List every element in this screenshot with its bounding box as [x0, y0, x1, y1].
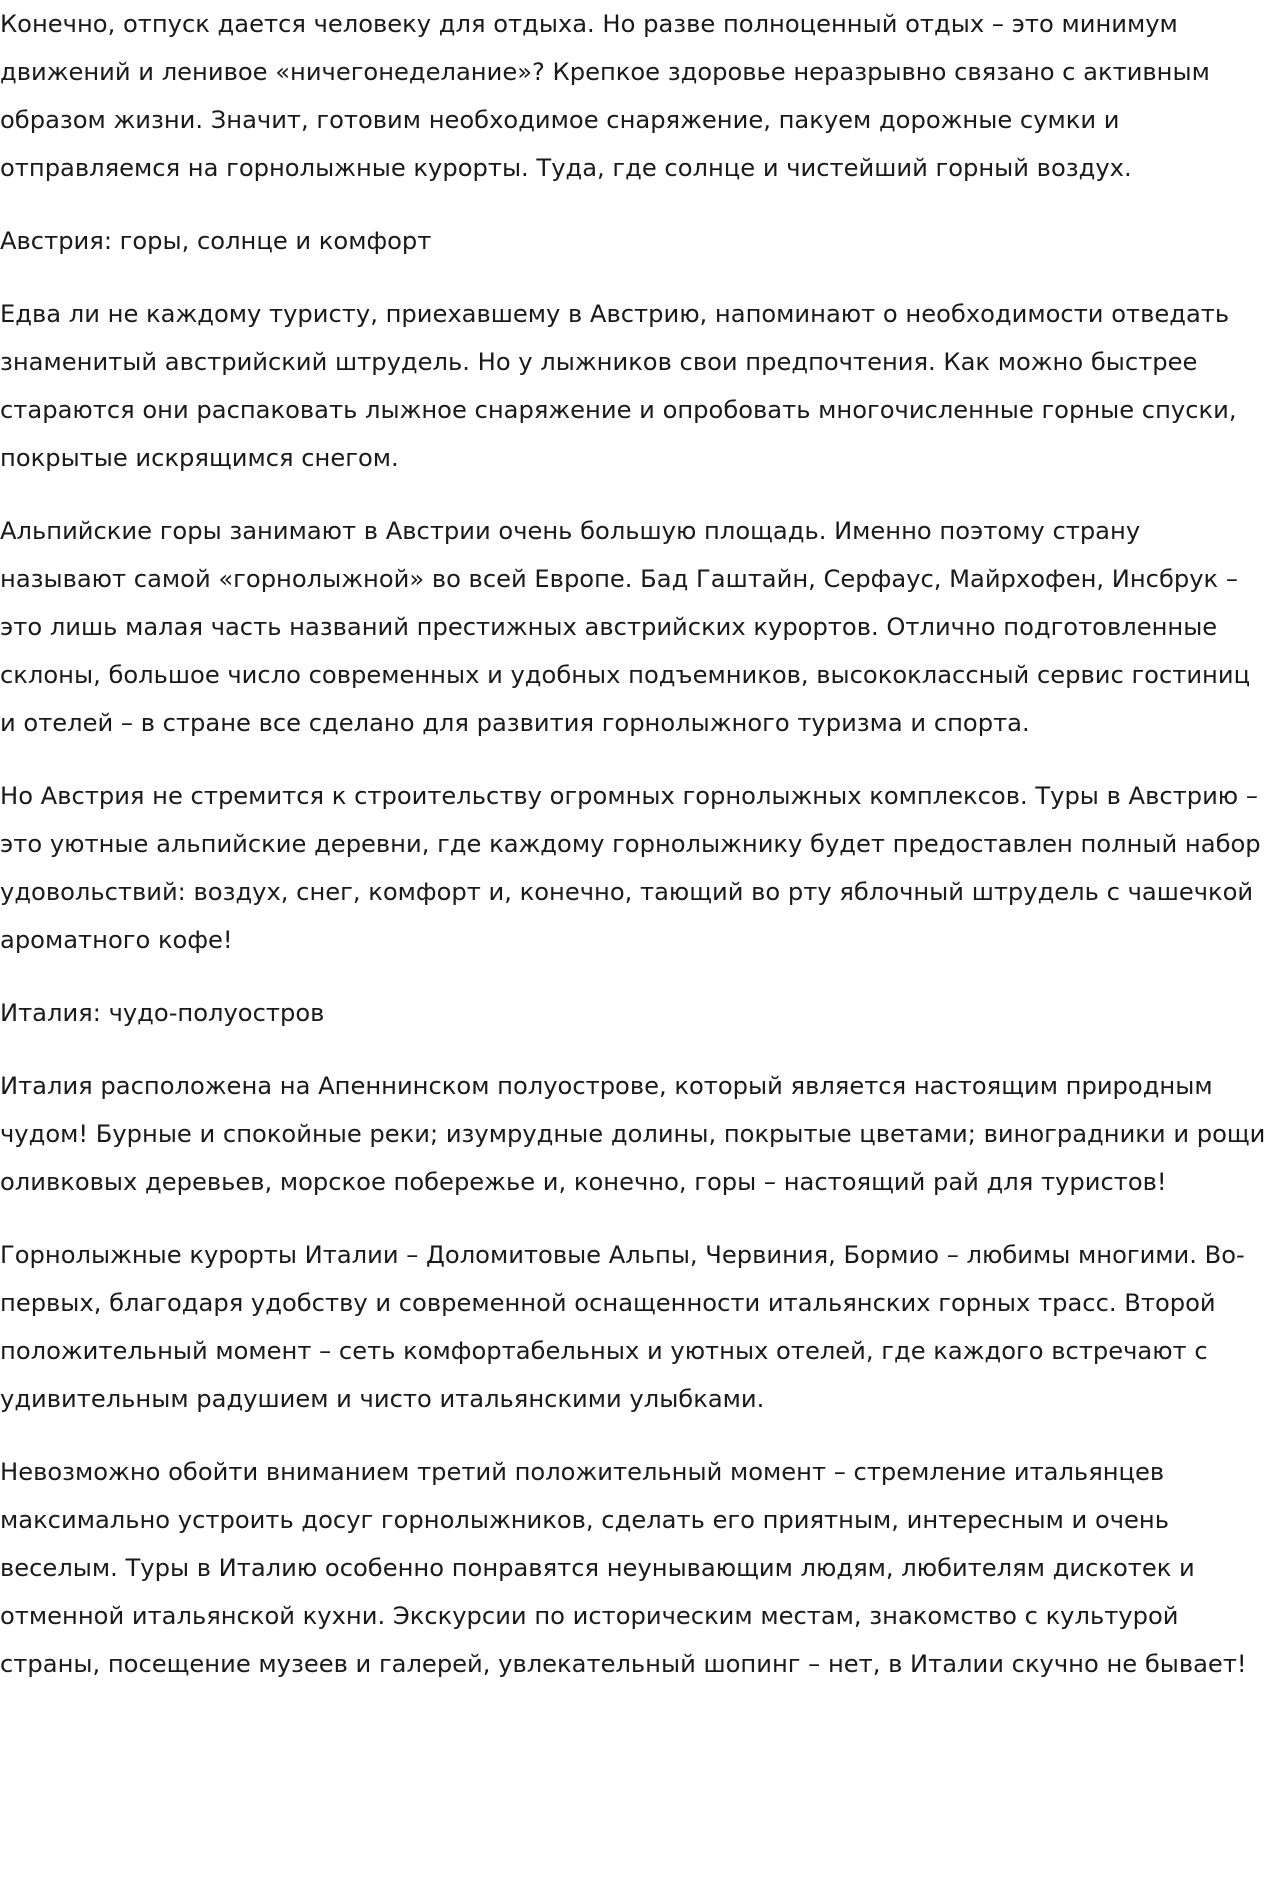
heading-austria: Австрия: горы, солнце и комфорт	[0, 227, 432, 255]
paragraph-austria-2: Альпийские горы занимают в Австрии очень большую площадь. Именно поэтому страну называют самой «горнолыжной» во всей Европе. Бад Гаштайн, Серфаус, Майрхофен, Инсбрук – это лишь малая часть названий престижных австрийских курортов. Отлично подготовленные склоны, большое число современных и удобных подъемников, высококлассный сервис гостиниц и отелей – в стране все сделано для развития горнолыжного туризма и спорта.	[0, 517, 1251, 737]
paragraph-italy-2: Горнолыжные курорты Италии – Доломитовые Альпы, Червиния, Бормио – любимы многими. Во-первых, благодаря удобству и современной оснащенности итальянских горных трасс. Второй положительный момент – сеть комфортабельных и уютных отелей, где каждого встречают с удивительным радушием и чисто итальянскими улыбками.	[0, 1241, 1245, 1413]
paragraph-italy-3: Невозможно обойти вниманием третий положительный момент – стремление итальянцев максимально устроить досуг горнолыжников, сделать его приятным, интересным и очень веселым. Туры в Италию особенно понравятся неунывающим людям, любителям дискотек и отменной итальянской кухни. Экскурсии по историческим местам, знакомство с культурой страны, посещение музеев и галерей, увлекательный шопинг – нет, в Италии скучно не бывает!	[0, 1458, 1247, 1678]
paragraph-austria-3: Но Австрия не стремится к строительству огромных горнолыжных комплексов. Туры в Австрию – это уютные альпийские деревни, где каждому горнолыжнику будет предоставлен полный набор удовольствий: воздух, снег, комфорт и, конечно, тающий во рту яблочный штрудель с чашечкой ароматного кофе!	[0, 782, 1261, 954]
heading-italy: Италия: чудо-полуостров	[0, 999, 325, 1027]
paragraph-intro: Конечно, отпуск дается человеку для отдыха. Но разве полноценный отдых – это минимум движений и ленивое «ничегонеделание»? Крепкое здоровье неразрывно связано с активным образом жизни. Значит, готовим необходимое снаряжение, пакуем дорожные сумки и отправляемся на горнолыжные курорты. Туда, где солнце и чистейший горный воздух.	[0, 10, 1210, 182]
paragraph-austria-1: Едва ли не каждому туристу, приехавшему в Австрию, напоминают о необходимости отведать знаменитый австрийский штрудель. Но у лыжников свои предпочтения. Как можно быстрее стараются они распаковать лыжное снаряжение и опробовать многочисленные горные спуски, покрытые искрящимся снегом.	[0, 300, 1237, 472]
paragraph-italy-1: Италия расположена на Апеннинском полуострове, который является настоящим природным чудом! Бурные и спокойные реки; изумрудные долины, покрытые цветами; виноградники и рощи оливковых деревьев, морское побережье и, конечно, горы – настоящий рай для туристов!	[0, 1072, 1266, 1196]
